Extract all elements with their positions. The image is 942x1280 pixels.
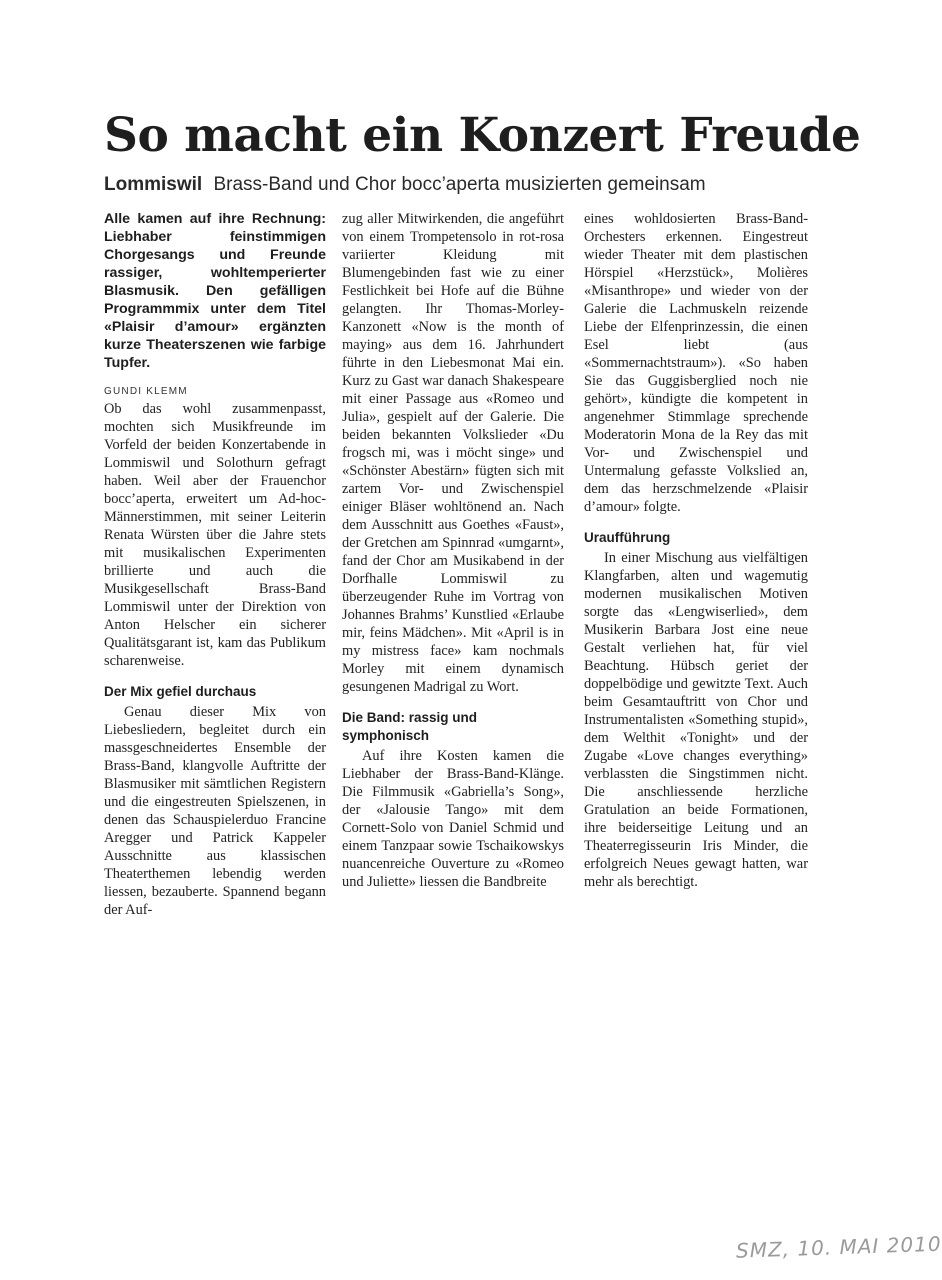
subhead-band: Die Band: rassig und symphonisch <box>342 710 478 743</box>
article-headline: So macht ein Konzert Freude <box>104 108 861 163</box>
paragraph-2-part-1: Genau dieser Mix von Liebesliedern, begleitet durch ein massgeschneidertes Ensemble der Brass-Band, klangvolle Auftritte der Blasmusiker mit sämtlichen Registern und die eingestreuten Spielszenen, in denen das Schauspielerduo Francine Aregger und Patrick Kappeler Ausschnitte aus klassischen Theaterthemen lebendig werden liessen, bezauberte. Spannend begann der Auf- <box>104 704 326 918</box>
column-3 <box>584 210 808 891</box>
subtitle-text: Brass-Band und Chor bocc’aperta musizierten gemeinsam <box>213 174 706 195</box>
paragraph-3-part-1: Auf ihre Kosten kamen die Liebhaber der Brass-Band-Klänge. Die Filmmusik «Gabriella’s Song», der «Jalousie Tango» mit dem Cornett-Solo von Daniel Schmid und einem Tanzpaar sowie Tschaikowskys nuancenreiche Ouverture zu «Romeo und Juliette» liessen die Bandbreite <box>342 748 564 890</box>
subhead-mix: Der Mix gefiel durchaus <box>104 684 257 699</box>
paragraph-3-part-2: eines wohldosierten Brass-Band-Orchesters erkennen. Eingestreut wieder Theater mit dem plastischen Hörspiel «Herzstück», Molières «Misanthrope» und wieder von der Galerie die Lachmuskeln reizende Liebe der Elfenprinzessin, die einen Esel liebt (aus «Sommernachtstraum»). «So haben Sie das Guggisberglied noch nie gehört», kündigte die kompetent in angenehmer Stimmlage sprechende Moderatorin Mona de la Rey das mit Vor- und Zwischenspiel und Untermalung gefasste Volkslied an, dem das herzschmelzende «Plaisir d’amour» folgte. <box>584 211 808 515</box>
subhead-urauffuehrung: Uraufführung <box>584 530 671 545</box>
handwritten-date-note: SMZ, 10. MAI 2010 <box>735 1231 942 1263</box>
paragraph-2-part-2: zug aller Mitwirkenden, die angeführt von einem Trompetensolo in rot-rosa variierter Kleidung mit Blumengebinden fast wie zu einer Festlichkeit bei Hofe auf die Bühne gelangten. Ihr Thomas-Morley-Kanzonett «Now is the month of maying» aus dem 16. Jahrhundert führte in den Liebesmonat Mai ein. Kurz zu Gast war danach Shakespeare mit einer Passage aus «Romeo und Julia», gespielt auf der Galerie. Die beiden bekannten Volkslieder «Du frogsch mi, was i möcht singe» und «Schönster Abestärn» fügten sich mit zartem Vor- und Zwischenspiel einiger Bläser wohltönend an. Nach dem Ausschnitt aus Goethes «Faust», der Gretchen am Spinnrad «umgarnt», fand der Chor am Musikabend in der Dorfhalle Lommiswil zu überzeugender Ruhe im Vortrag von Johannes Brahms’ Kunstlied «Erlaube mir, feins Mädchen». Mit «April is in my mistress face» kam nochmals Morley mit einem dynamisch gesungenen Madrigal zu Wort. <box>342 211 564 695</box>
paragraph-4: In einer Mischung aus vielfältigen Klangfarben, alten und wagemutig modernen musikalischen Motiven sorgte das «Lengwiserlied», dem Musikerin Barbara Jost eine neue Gestalt verliehen hat, für viel Beachtung. Hübsch geriet der doppelbödige und gewitzte Text. Auch beim Gesamtauftritt von Chor und Instrumentalisten «Something stupid», dem Welthit «Tonight» und der Zugabe «Love changes everything» verblassten die Singstimmen nicht. Die anschliessende herzliche Gratulation an beide Formationen, ihre beiderseitige Leitung und an Theaterregisseurin Iris Minder, die erfolgreich Neues gewagt hatten, war mehr als berechtigt. <box>584 550 808 890</box>
column-2 <box>342 210 564 891</box>
paragraph-1: Ob das wohl zusammenpasst, mochten sich Musikfreunde im Vorfeld der beiden Konzertabende in Lommiswil und Solothurn gefragt haben. Weil aber der Frauenchor bocc’aperta, erweitert um Ad-hoc-Männerstimmen, mit seiner Leiterin Renata Würsten über die Jahre stets mit musikalischen Experimenten brillierte und auch die Musikgesellschaft Brass-Band Lommiswil unter der Direktion von Anton Helscher ein sicherer Qualitätsgarant ist, kam das Publikum scharenweise. <box>104 401 326 669</box>
article-subtitle <box>104 172 804 198</box>
article-lead: Alle kamen auf ihre Rechnung: Liebhaber feinstimmigen Chorgesangs und Freunde rassiger, wohltemperierter Blasmusik. Den gefälligen Programmmix unter dem Titel «Plaisir d’amour» ergänzten kurze Theaterszenen wie farbige Tupfer. <box>104 211 326 371</box>
dateline-place: Lommiswil <box>104 174 203 195</box>
column-1 <box>104 210 326 919</box>
author-byline: GUNDI KLEMM <box>104 386 188 397</box>
